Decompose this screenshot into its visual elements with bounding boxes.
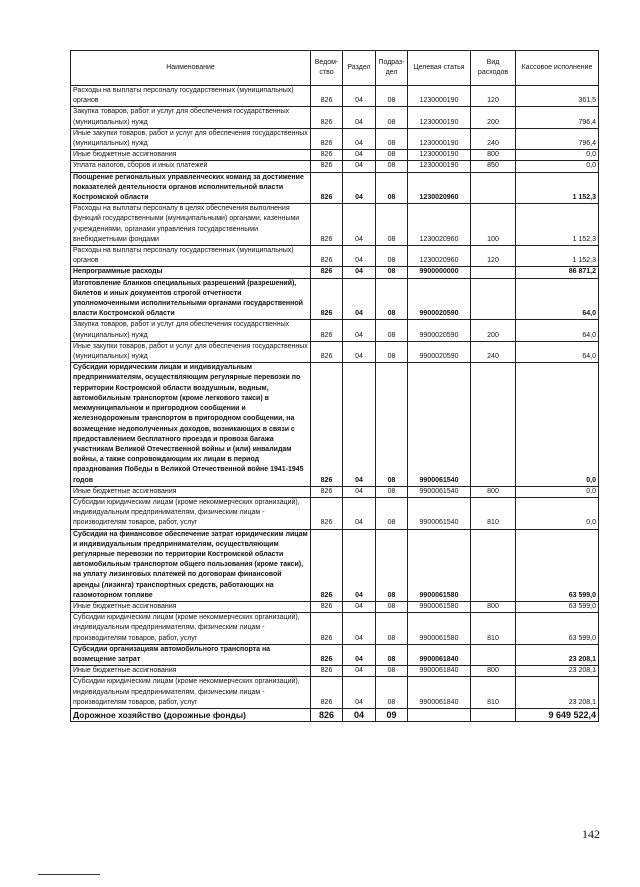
row-amount: 9 649 522,4 — [516, 708, 599, 721]
row-name: Субсидии организациям автомобильного транспорта на возмещение затрат — [71, 644, 311, 665]
row-section: 04 — [343, 486, 376, 497]
row-amount: 63 599,0 — [516, 613, 599, 645]
row-name: Расходы на выплаты персоналу в целях обеспечения выполнения функций государственными (муниципальными) органами, казенными учреждениями, органами управления государственными внебюджетными фондами — [71, 204, 311, 246]
row-amount: 23 208,1 — [516, 666, 599, 677]
row-name: Закупка товаров, работ и услуг для обеспечения государственных (муниципальных) нужд — [71, 320, 311, 341]
header-target-article: Целевая статья — [408, 51, 471, 86]
row-department: 826 — [311, 150, 343, 161]
table-row — [71, 267, 599, 278]
row-section: 04 — [343, 246, 376, 267]
row-department: 826 — [311, 601, 343, 612]
row-subsection: 08 — [376, 677, 408, 709]
table-row — [71, 613, 599, 645]
row-subsection: 08 — [376, 246, 408, 267]
row-department: 826 — [311, 161, 343, 172]
row-section: 04 — [343, 107, 376, 128]
row-department: 826 — [311, 497, 343, 529]
row-expense-type — [471, 278, 516, 320]
row-target-article: 9900061580 — [408, 529, 471, 601]
row-target-article: 1230020960 — [408, 172, 471, 204]
row-department: 826 — [311, 278, 343, 320]
row-amount: 361,5 — [516, 86, 599, 107]
row-amount: 64,0 — [516, 341, 599, 362]
row-expense-type — [471, 172, 516, 204]
row-name: Дорожное хозяйство (дорожные фонды) — [71, 708, 311, 721]
row-name: Субсидии юридическим лицам (кроме некоммерческих организаций), индивидуальным предпринимателям, физическим лицам - производителям товаров, работ, услуг — [71, 613, 311, 645]
row-subsection: 08 — [376, 320, 408, 341]
table-row — [71, 161, 599, 172]
row-department: 826 — [311, 128, 343, 149]
row-section: 04 — [343, 86, 376, 107]
row-subsection: 08 — [376, 86, 408, 107]
row-amount: 23 208,1 — [516, 677, 599, 709]
row-department: 826 — [311, 644, 343, 665]
row-expense-type: 120 — [471, 86, 516, 107]
table-row — [71, 497, 599, 529]
row-amount: 796,4 — [516, 128, 599, 149]
row-name: Иные закупки товаров, работ и услуг для обеспечения государственных (муниципальных) нужд — [71, 341, 311, 362]
row-expense-type: 100 — [471, 204, 516, 246]
row-name: Субсидии юридическим лицам (кроме некоммерческих организаций), индивидуальным предпринимателям, физическим лицам - производителям товаров, работ, услуг — [71, 497, 311, 529]
row-department: 826 — [311, 529, 343, 601]
row-target-article: 1230000190 — [408, 86, 471, 107]
row-section: 04 — [343, 267, 376, 278]
table-row — [71, 320, 599, 341]
row-target-article: 1230000190 — [408, 128, 471, 149]
row-target-article: 9900061840 — [408, 644, 471, 665]
table-row — [71, 708, 599, 721]
row-name: Расходы на выплаты персоналу государственных (муниципальных) органов — [71, 246, 311, 267]
row-amount: 1 152,3 — [516, 246, 599, 267]
table-row — [71, 666, 599, 677]
row-subsection: 08 — [376, 204, 408, 246]
row-name: Иные бюджетные ассигнования — [71, 666, 311, 677]
table-row — [71, 486, 599, 497]
table-row — [71, 150, 599, 161]
row-target-article: 9900000000 — [408, 267, 471, 278]
row-section: 04 — [343, 666, 376, 677]
row-target-article: 9900061580 — [408, 613, 471, 645]
row-expense-type — [471, 363, 516, 486]
row-amount: 0,0 — [516, 363, 599, 486]
row-section: 04 — [343, 320, 376, 341]
row-department: 826 — [311, 320, 343, 341]
row-expense-type: 240 — [471, 128, 516, 149]
row-section: 04 — [343, 613, 376, 645]
table-row — [71, 341, 599, 362]
row-target-article: 1230000190 — [408, 150, 471, 161]
row-expense-type — [471, 267, 516, 278]
row-amount: 0,0 — [516, 150, 599, 161]
row-subsection: 08 — [376, 644, 408, 665]
row-amount: 0,0 — [516, 161, 599, 172]
row-subsection: 08 — [376, 161, 408, 172]
header-name: Наименование — [71, 51, 311, 86]
row-expense-type: 200 — [471, 320, 516, 341]
row-expense-type: 800 — [471, 601, 516, 612]
row-name: Иные бюджетные ассигнования — [71, 486, 311, 497]
header-expense-type: Вид расходов — [471, 51, 516, 86]
row-section: 04 — [343, 204, 376, 246]
row-subsection: 08 — [376, 267, 408, 278]
row-subsection: 08 — [376, 172, 408, 204]
row-target-article — [408, 708, 471, 721]
row-department: 826 — [311, 613, 343, 645]
row-target-article: 9900020590 — [408, 278, 471, 320]
row-subsection: 08 — [376, 363, 408, 486]
row-target-article: 9900061540 — [408, 363, 471, 486]
budget-execution-table — [70, 50, 599, 722]
row-amount: 64,0 — [516, 320, 599, 341]
row-expense-type: 810 — [471, 677, 516, 709]
table-row — [71, 172, 599, 204]
row-name: Иные бюджетные ассигнования — [71, 150, 311, 161]
table-row — [71, 278, 599, 320]
row-expense-type: 120 — [471, 246, 516, 267]
row-target-article: 9900061540 — [408, 497, 471, 529]
row-subsection: 09 — [376, 708, 408, 721]
row-section: 04 — [343, 708, 376, 721]
header-section: Раздел — [343, 51, 376, 86]
row-amount: 1 152,3 — [516, 172, 599, 204]
row-department: 826 — [311, 267, 343, 278]
row-amount: 0,0 — [516, 497, 599, 529]
row-target-article: 1230020960 — [408, 204, 471, 246]
row-name: Субсидии юридическим лицам и индивидуальным предпринимателям, осуществляющим регулярные перевозки по территории Костромской области воздушным, водным, автомобильным транспортом (кроме легкового такси) в межмуниципальном и пригородном сообщении и железнодорожным транспортом в пригородном сообщении, на возмещение недополученных доходов, возникающих в связи с предоставлением бесплатного проезда и провоза багажа участникам Великой Отечественной войны и (или) инвалидам войны, а также сопровождающим их лицам в период празднования Победы в Великой Отечественной войне 1941-1945 годов — [71, 363, 311, 486]
row-department: 826 — [311, 677, 343, 709]
row-target-article: 9900061580 — [408, 601, 471, 612]
row-subsection: 08 — [376, 150, 408, 161]
table-row — [71, 107, 599, 128]
row-section: 04 — [343, 601, 376, 612]
table-row — [71, 601, 599, 612]
row-expense-type: 240 — [471, 341, 516, 362]
row-expense-type — [471, 644, 516, 665]
row-target-article: 9900061840 — [408, 666, 471, 677]
row-section: 04 — [343, 677, 376, 709]
table-row — [71, 246, 599, 267]
row-section: 04 — [343, 172, 376, 204]
row-section: 04 — [343, 278, 376, 320]
row-subsection: 08 — [376, 278, 408, 320]
row-name: Поощрение региональных управленческих команд за достижение показателей деятельности органов исполнительной власти Костромской области — [71, 172, 311, 204]
row-section: 04 — [343, 529, 376, 601]
row-expense-type: 810 — [471, 497, 516, 529]
row-subsection: 08 — [376, 128, 408, 149]
row-amount: 796,4 — [516, 107, 599, 128]
row-section: 04 — [343, 644, 376, 665]
row-expense-type: 200 — [471, 107, 516, 128]
header-subsection: Подраз-дел — [376, 51, 408, 86]
row-amount: 63 599,0 — [516, 529, 599, 601]
row-subsection: 08 — [376, 341, 408, 362]
row-amount: 64,0 — [516, 278, 599, 320]
row-subsection: 08 — [376, 529, 408, 601]
table-row — [71, 677, 599, 709]
row-name: Иные закупки товаров, работ и услуг для обеспечения государственных (муниципальных) нужд — [71, 128, 311, 149]
row-department: 826 — [311, 204, 343, 246]
row-expense-type: 800 — [471, 150, 516, 161]
row-section: 04 — [343, 150, 376, 161]
row-name: Закупка товаров, работ и услуг для обеспечения государственных (муниципальных) нужд — [71, 107, 311, 128]
row-section: 04 — [343, 128, 376, 149]
table-row — [71, 128, 599, 149]
row-section: 04 — [343, 497, 376, 529]
table-header-row — [71, 51, 599, 86]
row-name: Иные бюджетные ассигнования — [71, 601, 311, 612]
row-subsection: 08 — [376, 601, 408, 612]
row-target-article: 9900061840 — [408, 677, 471, 709]
row-subsection: 08 — [376, 666, 408, 677]
row-amount: 63 599,0 — [516, 601, 599, 612]
row-department: 826 — [311, 708, 343, 721]
row-amount: 23 208,1 — [516, 644, 599, 665]
row-expense-type — [471, 529, 516, 601]
table-body — [71, 86, 599, 722]
row-subsection: 08 — [376, 613, 408, 645]
row-subsection: 08 — [376, 486, 408, 497]
header-cash-execution: Кассовое исполнение — [516, 51, 599, 86]
row-subsection: 08 — [376, 497, 408, 529]
row-expense-type: 850 — [471, 161, 516, 172]
row-department: 826 — [311, 86, 343, 107]
row-name: Непрограммные расходы — [71, 267, 311, 278]
row-department: 826 — [311, 107, 343, 128]
row-department: 826 — [311, 172, 343, 204]
table-row — [71, 644, 599, 665]
page-number: 142 — [582, 827, 600, 841]
table-row — [71, 86, 599, 107]
row-name: Субсидии на финансовое обеспечение затрат юридическим лицам и индивидуальным предпринимателям, осуществляющим регулярные перевозки по территории Костромской области автомобильным транспортом общего пользования (кроме такси), на уплату лизинговых платежей по договорам финансовой аренды (лизинга) транспортных средств, работающих на газомоторном топливе — [71, 529, 311, 601]
row-department: 826 — [311, 363, 343, 486]
row-expense-type — [471, 708, 516, 721]
row-name: Расходы на выплаты персоналу государственных (муниципальных) органов — [71, 86, 311, 107]
row-name: Изготовление бланков специальных разрешений (разрешений), билетов и иных документов строгой отчетности уполномоченными исполнительными органами государственной власти Костромской области — [71, 278, 311, 320]
row-section: 04 — [343, 341, 376, 362]
row-section: 04 — [343, 363, 376, 486]
row-expense-type: 800 — [471, 666, 516, 677]
row-target-article: 9900020590 — [408, 341, 471, 362]
row-department: 826 — [311, 666, 343, 677]
row-amount: 1 152,3 — [516, 204, 599, 246]
row-amount: 0,0 — [516, 486, 599, 497]
row-department: 826 — [311, 246, 343, 267]
row-subsection: 08 — [376, 107, 408, 128]
row-target-article: 1230000190 — [408, 107, 471, 128]
row-expense-type: 800 — [471, 486, 516, 497]
row-name: Уплата налогов, сборов и иных платежей — [71, 161, 311, 172]
table-row — [71, 204, 599, 246]
footnote-separator-line — [38, 874, 100, 875]
row-expense-type: 810 — [471, 613, 516, 645]
row-target-article: 9900061540 — [408, 486, 471, 497]
header-department: Ведом-ство — [311, 51, 343, 86]
row-department: 826 — [311, 486, 343, 497]
row-amount: 86 871,2 — [516, 267, 599, 278]
row-department: 826 — [311, 341, 343, 362]
row-name: Субсидии юридическим лицам (кроме некоммерческих организаций), индивидуальным предпринимателям, физическим лицам - производителям товаров, работ, услуг — [71, 677, 311, 709]
table-row — [71, 529, 599, 601]
row-section: 04 — [343, 161, 376, 172]
row-target-article: 1230020960 — [408, 246, 471, 267]
table-row — [71, 363, 599, 486]
row-target-article: 1230000190 — [408, 161, 471, 172]
row-target-article: 9900020590 — [408, 320, 471, 341]
